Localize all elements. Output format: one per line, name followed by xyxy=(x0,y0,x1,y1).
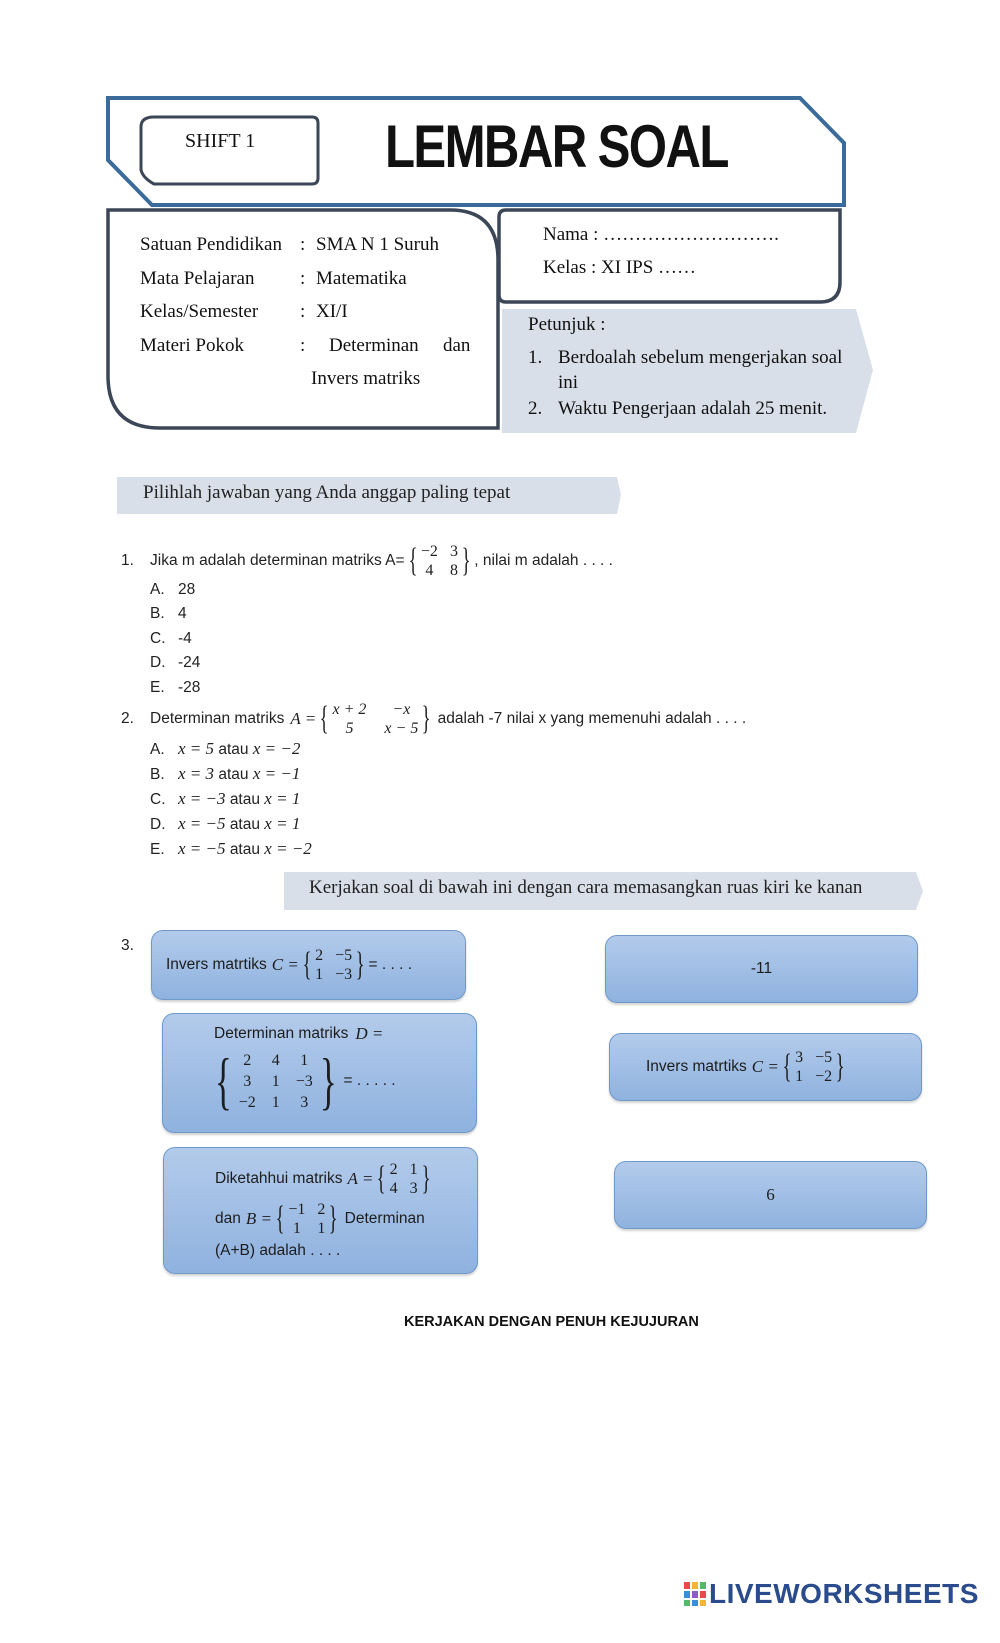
matrix-cell: 2 xyxy=(317,1201,326,1218)
matrix-grid xyxy=(239,1050,313,1113)
instruction-text-line2: ini xyxy=(558,372,579,393)
option-eq: x = −3 xyxy=(178,789,226,808)
matrix-a xyxy=(373,1160,434,1198)
section1-banner: Pilihlah jawaban yang Anda anggap paling tepat xyxy=(143,482,511,503)
option-letter: B. xyxy=(150,766,165,783)
info-label: Materi Pokok xyxy=(140,335,244,356)
section2-banner: Kerjakan soal di bawah ini dengan cara memasangkan ruas kiri ke kanan xyxy=(309,877,863,898)
matrix-variable: C = xyxy=(271,955,299,974)
matrix-cell: 1 xyxy=(292,1220,301,1237)
matrix-cell: 1 xyxy=(317,1220,326,1237)
matrix-cell: 1 xyxy=(271,1093,280,1111)
left-brace: { xyxy=(408,542,418,579)
matrix-grid xyxy=(333,700,419,738)
left-brace: { xyxy=(302,946,312,983)
matrix-q1 xyxy=(405,542,475,580)
question-text: Jika m adalah determinan matriks A= xyxy=(150,552,405,569)
option-eq: x = 1 xyxy=(264,814,301,833)
matrix-c-inverse xyxy=(779,1048,849,1086)
matrix-cell: 3 xyxy=(409,1180,418,1197)
matrix-grid xyxy=(795,1048,832,1086)
card-text: Invers matrtiks xyxy=(166,956,267,973)
matrix-cell: −2 xyxy=(420,543,438,560)
matrix-variable: B = xyxy=(245,1209,272,1228)
option-letter: E. xyxy=(150,841,165,858)
left-brace: { xyxy=(376,1160,386,1197)
info-label: Mata Pelajaran xyxy=(140,268,255,289)
option-c[interactable] xyxy=(150,630,192,648)
card-line-3: (A+B) adalah . . . . xyxy=(215,1242,341,1259)
instructions-heading: Petunjuk : xyxy=(528,314,606,335)
question-text-suffix: , nilai m adalah . . . . xyxy=(474,552,613,569)
option-letter: E. xyxy=(150,679,165,696)
matrix-q2 xyxy=(316,700,434,738)
matrix-cell: −1 xyxy=(288,1201,306,1218)
page-title: LEMBAR SOAL xyxy=(385,113,728,180)
card-text: Determinan matriks xyxy=(214,1025,349,1042)
matrix-cell: 1 xyxy=(409,1161,418,1178)
matrix-cell: −5 xyxy=(335,947,353,964)
info-colon: : xyxy=(300,268,306,289)
option-eq: x = −2 xyxy=(252,739,301,758)
matrix-cell: 3 xyxy=(300,1093,309,1111)
info-value-class: XI/I xyxy=(316,301,348,322)
info-label: Satuan Pendidikan xyxy=(140,234,282,255)
matrix-cell: 2 xyxy=(315,947,324,964)
option-e[interactable] xyxy=(150,839,312,859)
card-line-1 xyxy=(215,1160,434,1198)
card-text-suffix: = . . . . xyxy=(368,956,413,973)
student-name-field[interactable]: Nama : ………………………. xyxy=(543,224,779,245)
question-text-suffix: adalah -7 nilai x yang memenuhi adalah . . . . xyxy=(437,710,747,727)
matrix-cell: 8 xyxy=(449,562,458,579)
option-a[interactable] xyxy=(150,739,300,759)
matrix-cell: 1 xyxy=(300,1051,309,1069)
option-or: atau xyxy=(229,816,260,833)
liveworksheets-logo xyxy=(684,1578,979,1610)
option-b[interactable] xyxy=(150,605,187,623)
right-brace: } xyxy=(421,1160,431,1197)
option-text: 4 xyxy=(178,605,187,622)
question-number: 3. xyxy=(121,937,134,954)
matrix-cell: 3 xyxy=(795,1049,804,1066)
matrix-c xyxy=(299,946,369,984)
question-2 xyxy=(121,700,746,738)
option-letter: C. xyxy=(150,630,166,647)
right-brace: } xyxy=(461,542,471,579)
info-colon: : xyxy=(300,234,306,255)
matrix-cell: 4 xyxy=(389,1180,398,1197)
right-brace: } xyxy=(835,1048,845,1085)
option-or: atau xyxy=(218,766,249,783)
right-brace: } xyxy=(329,1200,338,1237)
matrix-cell: x + 2 xyxy=(332,701,367,718)
card-text: dan xyxy=(215,1210,241,1227)
matrix-grid xyxy=(390,1160,418,1198)
right-brace: } xyxy=(319,1045,337,1116)
option-d[interactable] xyxy=(150,654,200,672)
option-letter: D. xyxy=(150,654,166,671)
match-left-card-2[interactable] xyxy=(162,1013,477,1133)
match-right-card-3[interactable] xyxy=(614,1161,927,1229)
info-value-subject: Matematika xyxy=(316,268,407,289)
instruction-text: Waktu Pengerjaan adalah 25 menit. xyxy=(558,398,828,419)
option-text: -24 xyxy=(178,654,201,671)
matrix-variable: A = xyxy=(347,1169,374,1188)
left-brace: { xyxy=(275,1200,285,1237)
match-right-card-1[interactable] xyxy=(605,935,918,1003)
instruction-text: Berdoalah sebelum mengerjakan soal xyxy=(558,347,843,368)
instruction-number: 1. xyxy=(528,347,543,368)
question-number: 2. xyxy=(121,710,134,727)
question-1 xyxy=(121,542,613,580)
info-value-school: SMA N 1 Suruh xyxy=(316,234,439,255)
option-eq: x = 1 xyxy=(264,789,301,808)
option-eq: x = −5 xyxy=(178,814,226,833)
option-a[interactable] xyxy=(150,581,195,599)
option-c[interactable] xyxy=(150,789,300,809)
option-letter: A. xyxy=(150,741,165,758)
option-e[interactable] xyxy=(150,679,200,697)
matrix-cell: −3 xyxy=(295,1072,313,1090)
option-eq: x = −5 xyxy=(178,839,226,858)
logo-text: LIVEWORKSHEETS xyxy=(709,1578,979,1609)
option-eq: x = 5 xyxy=(178,739,215,758)
option-d[interactable] xyxy=(150,814,300,834)
logo-icon xyxy=(684,1582,706,1606)
option-eq: x = −1 xyxy=(252,764,301,783)
option-eq: x = 3 xyxy=(178,764,215,783)
option-text: 28 xyxy=(178,581,196,598)
matrix-variable: C = xyxy=(751,1057,779,1076)
matrix-cell: 1 xyxy=(271,1072,280,1090)
info-label: Kelas/Semester xyxy=(140,301,259,322)
match-left-card-3[interactable] xyxy=(163,1147,478,1274)
card-text: Diketahhui matriks xyxy=(215,1170,343,1187)
matrix-cell: −5 xyxy=(815,1049,833,1066)
matrix-cell: 3 xyxy=(243,1072,252,1090)
matrix-cell: −x xyxy=(392,701,411,718)
matrix-cell: 4 xyxy=(271,1051,280,1069)
matrix-cell: 5 xyxy=(345,720,354,737)
right-brace: } xyxy=(355,946,365,983)
card-text-suffix: = . . . . . xyxy=(343,1072,396,1089)
option-letter: C. xyxy=(150,791,166,808)
option-or: atau xyxy=(229,841,260,858)
left-brace: { xyxy=(319,700,329,737)
match-left-card-1[interactable] xyxy=(151,930,466,1000)
info-colon: : xyxy=(300,301,306,322)
matrix-variable: D = xyxy=(355,1024,384,1043)
option-letter: A. xyxy=(150,581,165,598)
match-right-card-2[interactable] xyxy=(609,1033,922,1101)
matrix-cell: 3 xyxy=(449,543,458,560)
matrix-b xyxy=(272,1200,342,1238)
info-value-topic-line2: Invers matriks xyxy=(311,368,421,389)
matrix-grid xyxy=(421,542,458,580)
matrix-cell: −2 xyxy=(238,1093,256,1111)
option-letter: B. xyxy=(150,605,165,622)
option-eq: x = −2 xyxy=(264,839,312,858)
card-text-suffix: Determinan xyxy=(344,1210,425,1227)
matrix-cell: 2 xyxy=(243,1051,252,1069)
info-colon: : xyxy=(300,335,306,356)
card-answer: 6 xyxy=(766,1185,775,1204)
footer-note: KERJAKAN DENGAN PENUH KEJUJURAN xyxy=(404,1314,699,1330)
matrix-grid xyxy=(315,946,352,984)
matrix-cell: 1 xyxy=(315,966,324,983)
option-or: atau xyxy=(218,741,249,758)
option-text: -28 xyxy=(178,679,201,696)
matrix-cell: 2 xyxy=(389,1161,398,1178)
option-text: -4 xyxy=(178,630,192,647)
option-or: atau xyxy=(229,791,260,808)
left-brace: { xyxy=(214,1045,232,1116)
info-value-topic-extra: dan xyxy=(443,335,471,356)
left-brace: { xyxy=(782,1048,792,1085)
card-text: Invers matrtiks xyxy=(646,1058,747,1075)
student-class-field[interactable]: Kelas : XI IPS …… xyxy=(543,257,697,278)
matrix-d xyxy=(208,1045,344,1116)
card-answer: -11 xyxy=(750,960,773,977)
matrix-cell: x − 5 xyxy=(384,720,419,737)
card-line-1 xyxy=(214,1024,383,1044)
question-number: 1. xyxy=(121,552,134,569)
matrix-cell: 1 xyxy=(795,1068,804,1085)
matrix-cell: −3 xyxy=(335,966,353,983)
shift-label: SHIFT 1 xyxy=(185,130,256,152)
option-letter: D. xyxy=(150,816,166,833)
info-value-topic: Determinan xyxy=(329,335,419,356)
matrix-cell: 4 xyxy=(425,562,434,579)
option-b[interactable] xyxy=(150,764,300,784)
matrix-cell: −2 xyxy=(815,1068,833,1085)
right-brace: } xyxy=(422,700,431,737)
question-text: Determinan matriks xyxy=(150,710,285,727)
matrix-variable: A = xyxy=(290,709,317,728)
card-line-2 xyxy=(208,1045,396,1116)
card-line-2 xyxy=(215,1200,425,1238)
matrix-grid xyxy=(288,1200,325,1238)
instruction-number: 2. xyxy=(528,398,543,419)
